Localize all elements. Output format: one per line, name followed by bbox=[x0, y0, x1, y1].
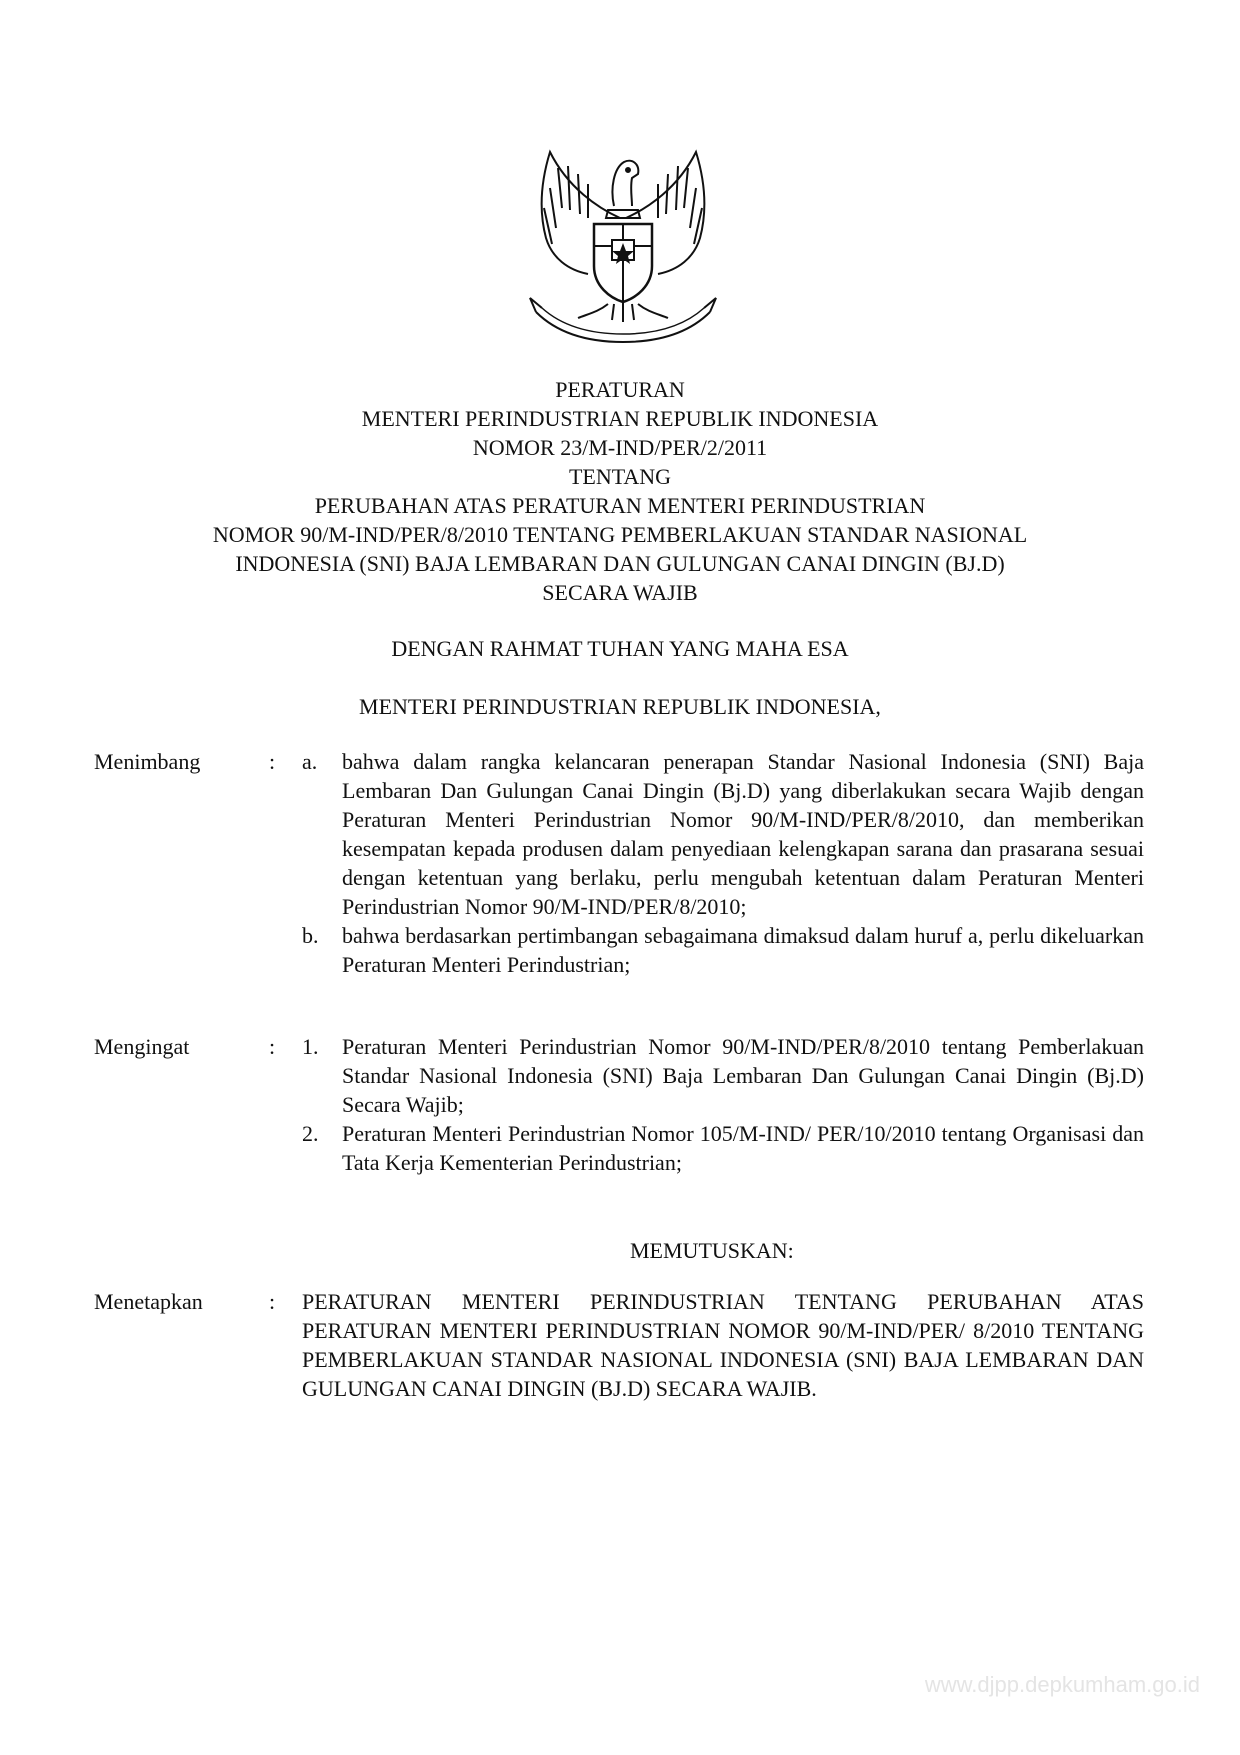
title-line-8: SECARA WAJIB bbox=[542, 580, 698, 605]
menimbang-item-b bbox=[302, 921, 1144, 979]
document-title bbox=[100, 375, 1140, 607]
mengingat-label: Mengingat bbox=[94, 1034, 190, 1059]
preamble: DENGAN RAHMAT TUHAN YANG MAHA ESA bbox=[391, 636, 849, 661]
title-line-6: NOMOR 90/M-IND/PER/8/2010 TENTANG PEMBERLAKUAN STANDAR NASIONAL bbox=[212, 522, 1028, 547]
issuer: MENTERI PERINDUSTRIAN REPUBLIK INDONESIA, bbox=[359, 694, 881, 719]
item-text: bahwa dalam rangka kelancaran penerapan Standar Nasional Indonesia (SNI) Baja Lembaran Dan Gulungan Canai Dingin (Bj.D) yang diberlakukan secara Wajib dengan Peraturan Menteri Perindustrian Nomor 90/M-IND/PER/8/2010, dan memberikan kesempatan kepada produsen dalam penyediaan kelengkapan sarana dan prasarana sesuai dengan ketentuan yang berlaku, perlu mengubah ketentuan dalam Peraturan Menteri Perindustrian Nomor 90/M-IND/PER/8/2010; bbox=[342, 749, 1144, 919]
item-text: Peraturan Menteri Perindustrian Nomor 90/M-IND/PER/8/2010 tentang Pemberlakuan Standar Nasional Indonesia (SNI) Baja Lembaran Dan Gulungan Canai Dingin (Bj.D) Secara Wajib; bbox=[342, 1034, 1144, 1117]
menimbang-section bbox=[94, 747, 1144, 979]
title-line-1: PERATURAN bbox=[555, 377, 685, 402]
title-line-3: NOMOR 23/M-IND/PER/2/2011 bbox=[472, 435, 768, 460]
menimbang-item-a bbox=[302, 747, 1144, 921]
mengingat-colon: : bbox=[269, 1034, 276, 1059]
menimbang-label: Menimbang bbox=[94, 749, 201, 774]
garuda-pancasila-emblem-icon bbox=[528, 148, 718, 346]
memutuskan-heading: MEMUTUSKAN: bbox=[630, 1238, 794, 1263]
menetapkan-label: Menetapkan bbox=[94, 1289, 203, 1314]
mengingat-section bbox=[94, 1032, 1144, 1177]
title-line-4: TENTANG bbox=[568, 464, 672, 489]
item-marker: a. bbox=[302, 749, 318, 774]
item-marker: b. bbox=[302, 923, 319, 948]
item-text: Peraturan Menteri Perindustrian Nomor 105/M-IND/ PER/10/2010 tentang Organisasi dan Tata Kerja Kementerian Perindustrian; bbox=[342, 1121, 1144, 1175]
watermark: www.djpp.depkumham.go.id bbox=[924, 1672, 1200, 1697]
title-line-2: MENTERI PERINDUSTRIAN REPUBLIK INDONESIA bbox=[361, 406, 879, 431]
item-marker: 2. bbox=[302, 1121, 319, 1146]
mengingat-item-2 bbox=[302, 1119, 1144, 1177]
menetapkan-text: PERATURAN MENTERI PERINDUSTRIAN TENTANG PERUBAHAN ATAS PERATURAN MENTERI PERINDUSTRIAN NOMOR 90/M-IND/PER/ 8/2010 TENTANG PEMBERLAKUAN STANDAR NASIONAL INDONESIA (SNI) BAJA LEMBARAN DAN GULUNGAN CANAI DINGIN (BJ.D) SECARA WAJIB. bbox=[302, 1289, 1144, 1401]
menimbang-colon: : bbox=[269, 749, 276, 774]
title-line-5: PERUBAHAN ATAS PERATURAN MENTERI PERINDUSTRIAN bbox=[314, 493, 926, 518]
menetapkan-section bbox=[94, 1287, 1144, 1403]
mengingat-item-1 bbox=[302, 1032, 1144, 1119]
menetapkan-colon: : bbox=[269, 1289, 276, 1314]
title-line-7: INDONESIA (SNI) BAJA LEMBARAN DAN GULUNGAN CANAI DINGIN (BJ.D) bbox=[235, 551, 1005, 576]
item-text: bahwa berdasarkan pertimbangan sebagaimana dimaksud dalam huruf a, perlu dikeluarkan Peraturan Menteri Perindustrian; bbox=[342, 923, 1144, 977]
item-marker: 1. bbox=[302, 1034, 319, 1059]
